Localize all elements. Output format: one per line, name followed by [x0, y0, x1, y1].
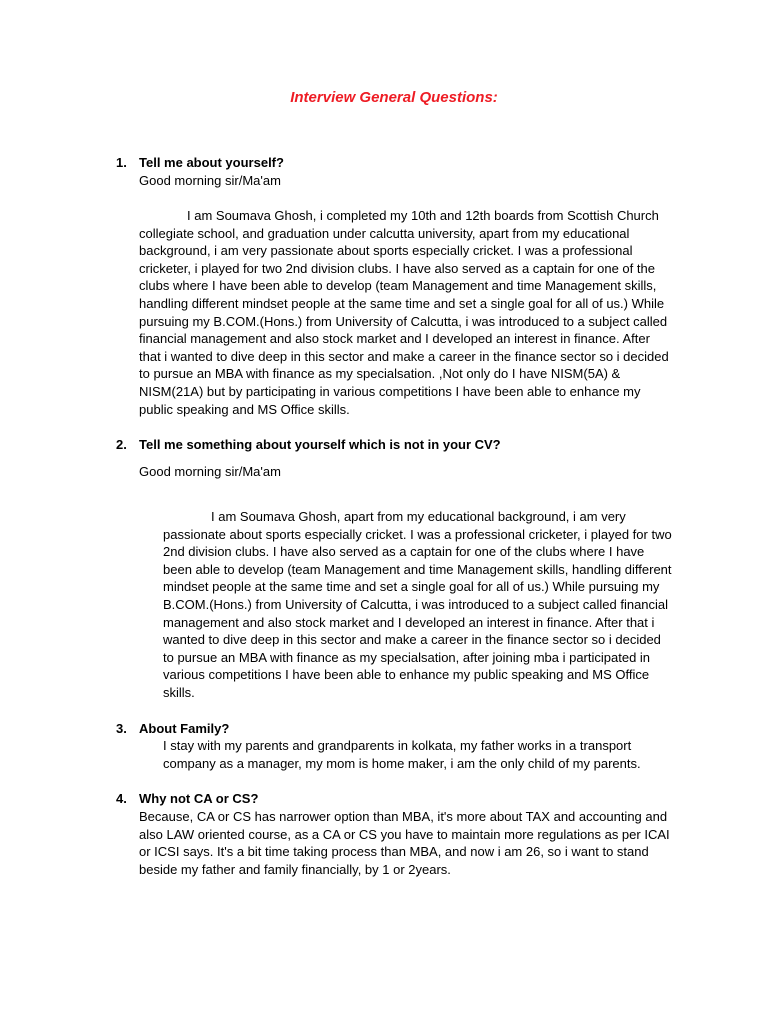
- document-title: Interview General Questions:: [290, 89, 498, 106]
- question-1-answer: I am Soumava Ghosh, i completed my 10th and 12th boards from Scottish Church collegiate school, and graduation under calcutta university, apart from my educational background, i am very passionate about sports especially cricket. I was a professional cricketer, i played for two 2nd division clubs. I have also served as a captain for one of the clubs where I have been able to develop (team Management and time Management skills, handling different mindset people at the same time and set a single goal for all of us.) While pursuing my B.COM.(Hons.) from University of Calcutta, i was introduced to a subject called financial management and also stock market and I developed an interest in finance. After that i wanted to dive deep in this sector and make a career in the finance sector so i decided to pursue an MBA with finance as my specialsation. ,Not only do I have NISM(5A) & NISM(21A) but by participating in various competitions I have been able to enhance my public speaking and MS Office skills.: [139, 208, 669, 417]
- question-1-number: 1.: [116, 155, 127, 170]
- question-3-number: 3.: [116, 721, 127, 736]
- question-4-text: Why not CA or CS?: [139, 791, 259, 806]
- question-3-text: About Family?: [139, 721, 230, 736]
- question-2-number: 2.: [116, 437, 127, 452]
- question-3-answer: I stay with my parents and grandparents in kolkata, my father works in a transport company as a manager, my mom is home maker, i am the only child of my parents.: [163, 738, 641, 771]
- question-1-greeting: Good morning sir/Ma'am: [139, 173, 281, 188]
- question-1-text: Tell me about yourself?: [139, 155, 284, 170]
- question-2-answer: I am Soumava Ghosh, apart from my educational background, i am very passionate about sports especially cricket. I was a professional cricketer, i played for two 2nd division clubs. I have also served as a captain for one of the clubs where I have been able to develop (team Management and time Management skills, handling different mindset people at the same time and set a single goal for all of us.) While pursuing my B.COM.(Hons.) from University of Calcutta, i was introduced to a subject called financial management and also stock market and I developed an interest in finance. After that i wanted to dive deep in this sector and make a career in the finance sector so i decided to pursue an MBA with finance as my specialsation, after joining mba i participated in various competitions I have been able to enhance my public speaking and MS Office skills.: [163, 509, 672, 700]
- question-2-greeting: Good morning sir/Ma'am: [139, 464, 281, 479]
- question-4-answer: Because, CA or CS has narrower option than MBA, it's more about TAX and accounting and also LAW oriented course, as a CA or CS you have to maintain more regulations as per ICAI or ICSI says. It's a bit time taking process than MBA, and now i am 26, so i want to stand beside my father and family financially, by 1 or 2years.: [139, 809, 670, 877]
- question-2-text: Tell me something about yourself which is not in your CV?: [139, 437, 501, 452]
- question-4-number: 4.: [116, 791, 127, 806]
